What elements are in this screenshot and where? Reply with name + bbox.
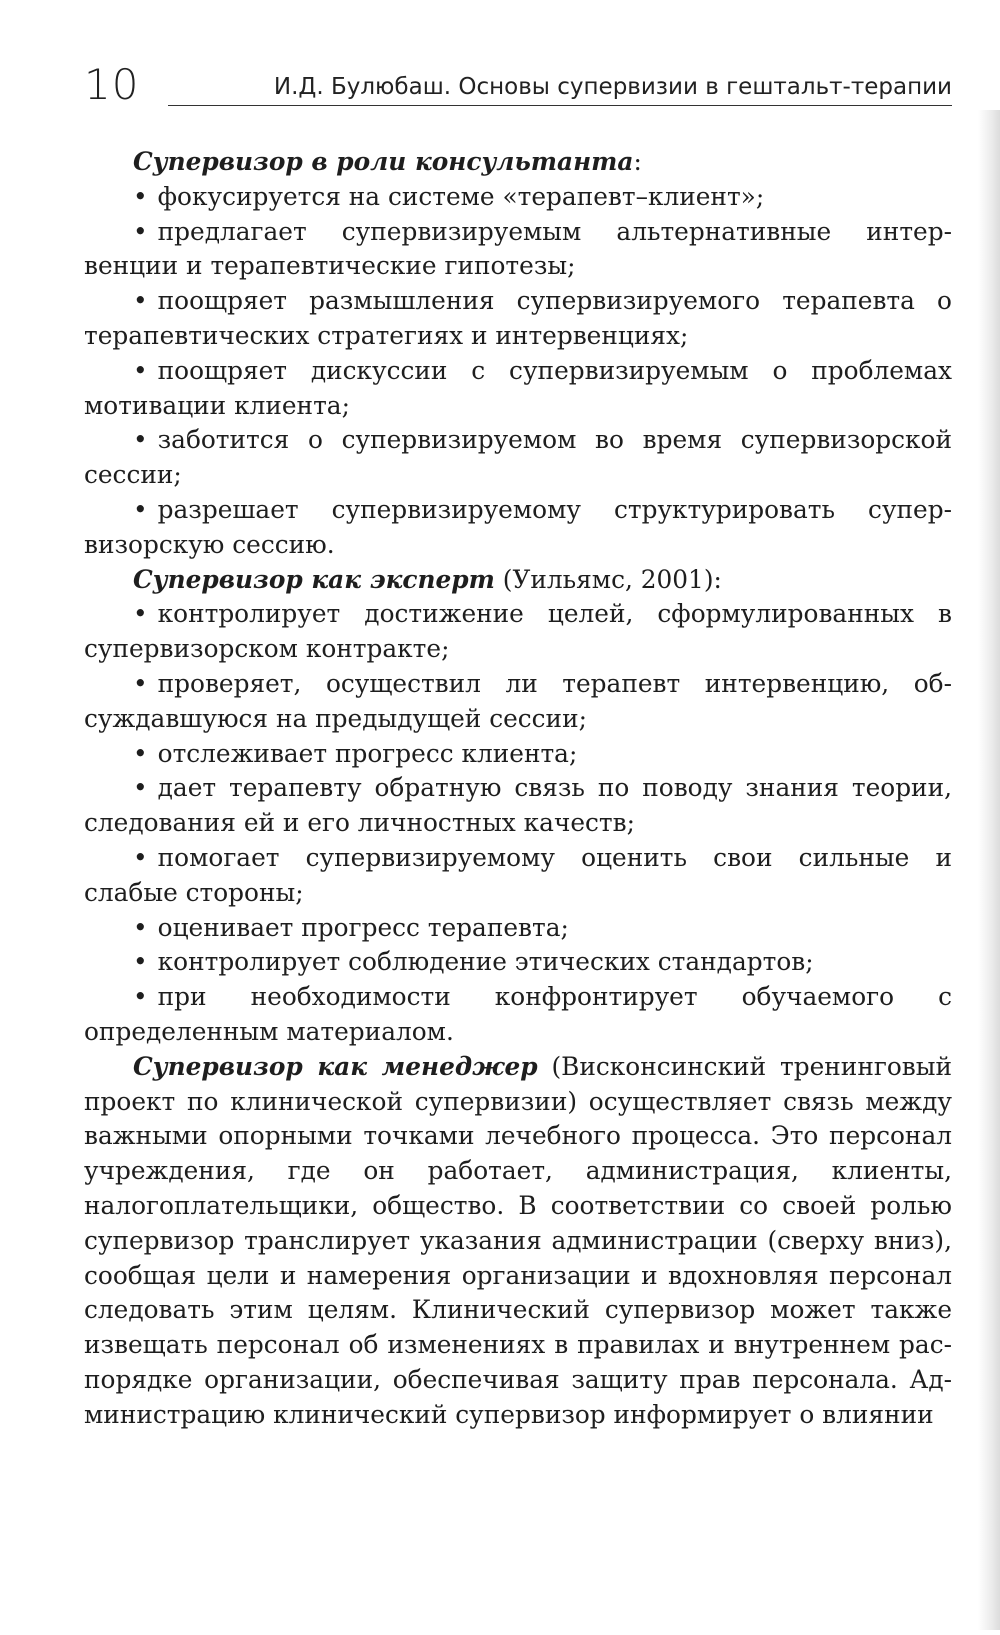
list-item-text: поощряет дискуссии с супервизируемым о проблемах мотивации клиента; bbox=[84, 355, 952, 420]
list-item-text: проверяет, осуществил ли терапевт интервенцию, обсуждавшуюся на предыдущей сессии; bbox=[84, 668, 952, 733]
bullet-icon: • bbox=[133, 355, 148, 385]
running-head-title: И.Д. Булюбаш. Основы супервизии в гештальт-терапии bbox=[273, 74, 952, 100]
page-body bbox=[84, 145, 952, 1432]
consultant-heading-title: Супервизор в роли консультанта bbox=[133, 147, 634, 176]
list-item-text: заботится о супервизируемом во время супервизорской сессии; bbox=[84, 425, 952, 490]
list-item bbox=[84, 771, 952, 841]
manager-paragraph-text: (Висконсинский тренинговый проект по клинической супервизии) осуществляет связь между важными опорными точками лечебного процесса. Это персонал учреждения, где он работает, администрация, клиенты, налогоплательщики, общество. В соответствии со своей ролью супервизор транслирует указания администрации (сверху вниз), сообщая цели и намерения организации и вдохновляя персонал следовать этим целям. Клинический супервизор может также извещать персонал об изменениях в правилах и внутреннем распорядке организации, обеспечивая защиту прав персонала. Администрацию клинический супервизор информирует о влиянии bbox=[84, 1051, 952, 1429]
list-item-text: оценивает прогресс терапевта; bbox=[157, 912, 569, 942]
expert-heading-title: Супервизор как эксперт bbox=[133, 564, 495, 594]
list-item bbox=[84, 180, 952, 215]
list-item-text: дает терапевту обратную связь по поводу знания теории, следования ей и его личностных качеств; bbox=[84, 773, 952, 838]
bullet-icon: • bbox=[133, 216, 148, 246]
bullet-icon: • bbox=[133, 425, 148, 455]
list-item-text: помогает супервизируемому оценить свои сильные и слабые стороны; bbox=[84, 842, 952, 907]
consultant-heading bbox=[84, 145, 952, 180]
bullet-icon: • bbox=[133, 668, 148, 698]
list-item bbox=[84, 945, 952, 980]
bullet-icon: • bbox=[133, 599, 148, 629]
list-item-text: контролирует соблюдение этических стандартов; bbox=[157, 947, 814, 977]
list-item bbox=[84, 667, 952, 737]
manager-heading-title: Супервизор как менеджер bbox=[133, 1051, 538, 1081]
bullet-icon: • bbox=[133, 982, 148, 1012]
bullet-icon: • bbox=[133, 494, 148, 524]
list-item-text: поощряет размышления супервизируемого терапевта о терапевтических стратегиях и интервенциях; bbox=[84, 286, 952, 350]
consultant-heading-suffix: : bbox=[633, 147, 642, 176]
list-item-text: предлагает супервизируемым альтернативные интервенции и терапевтические гипотезы; bbox=[84, 216, 952, 281]
manager-paragraph bbox=[84, 1050, 952, 1433]
list-item-text: разрешает супервизируемому структурировать супервизорскую сессию. bbox=[84, 494, 952, 559]
list-item bbox=[84, 215, 952, 285]
expert-list bbox=[84, 597, 952, 1049]
consultant-list bbox=[84, 180, 952, 563]
page-number: 10 bbox=[84, 60, 140, 109]
page-edge-shadow bbox=[978, 110, 1000, 1630]
list-item bbox=[84, 737, 952, 772]
expert-heading bbox=[84, 563, 952, 598]
list-item bbox=[84, 911, 952, 946]
list-item bbox=[84, 493, 952, 563]
expert-heading-suffix: (Уильямс, 2001): bbox=[494, 564, 722, 594]
list-item bbox=[84, 423, 952, 493]
bullet-icon: • bbox=[133, 842, 148, 872]
list-item-text: при необходимости конфронтирует обучаемого с определенным материалом. bbox=[84, 982, 952, 1046]
bullet-icon: • bbox=[133, 286, 148, 316]
list-item bbox=[84, 980, 952, 1050]
running-head-rule bbox=[168, 105, 952, 106]
list-item-text: фокусируется на системе «терапевт–клиент»; bbox=[157, 181, 765, 211]
bullet-icon: • bbox=[133, 773, 148, 803]
list-item-text: отслеживает прогресс клиента; bbox=[157, 738, 578, 768]
list-item-text: контролирует достижение целей, сформулированных в супервизорском контракте; bbox=[84, 599, 952, 664]
list-item bbox=[84, 354, 952, 424]
bullet-icon: • bbox=[133, 912, 148, 942]
list-item bbox=[84, 597, 952, 667]
list-item bbox=[84, 284, 952, 354]
bullet-icon: • bbox=[133, 181, 148, 211]
bullet-icon: • bbox=[133, 947, 148, 977]
running-head bbox=[84, 60, 952, 116]
list-item bbox=[84, 841, 952, 911]
bullet-icon: • bbox=[133, 738, 148, 768]
